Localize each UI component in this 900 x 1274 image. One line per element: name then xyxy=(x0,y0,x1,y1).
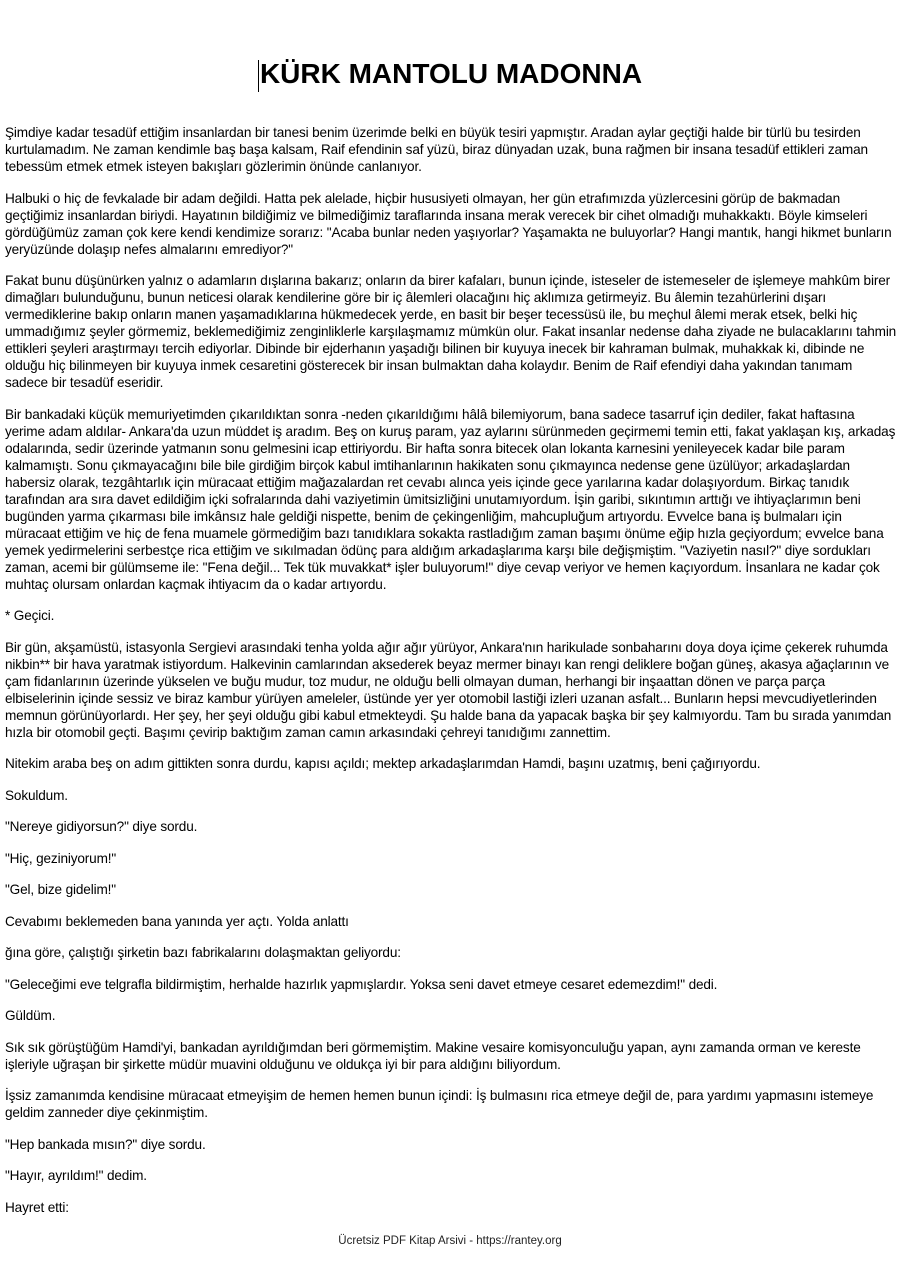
title-wrapper xyxy=(0,58,900,90)
footnote: * Geçici. xyxy=(5,608,55,623)
text-cursor xyxy=(258,60,259,92)
paragraph: Bir bankadaki küçük memuriyetimden çıkarıldıktan sonra -neden çıkarıldığımı hâlâ bilemiyorum, bana sadece tasarruf için dediler, fakat haftasına yerime adam aldılar- Ankara'da uzun müddet iş aradım. Beş on kuruş param, yaz aylarını sürünmeden geçirmemi temin etti, fakat yaklaşan kış, arkadaş odalarında, sedir üzerinde yatmanın sonu gelmesini icap ettiriyordu. Bir hafta sonra bitecek olan lokanta karnesini yenileyecek kadar bile param kalmamıştı. Sonu çıkmayacağını bile bile girdiğim birçok kabul imtihanlarının hakikaten sonu çıkmayınca nedense gene üzülüyor; arkadaşlardan habersiz olarak, tezgâhtarlık için müracaat ettiğim mağazalardan ret cevabı alınca yeis içinde gece yarılarına kadar dolaşıyordum. Birkaç tanıdık tarafından ara sıra davet edildiğim içki sofralarında dahi vaziyetimin ümitsizliğini unutamıyordum. İşin garibi, sıkıntımın arttığı ve ihtiyaçlarımın beni bugünden yarma çıkarması bile imkânsız hale geldiği nispette, benim de çekingenliğim, mahcupluğum artıyordu. Evvelce bana iş bulmaları için müracaat ettiğim ve hiç de fena muamele görmediğim bazı tanıdıklara sokakta rastladığım zaman başımı önüme eğip hızla geçiyordum; evvelce bana yemek yedirmelerini serbestçe rica ettiğim ve sıkılmadan ödünç para aldığım arkadaşlarıma karşı bile değişmiştim. "Vaziyetin nasıl?" diye sordukları zaman, acemi bir gülümseme ile: "Fena değil... Tek tük muvakkat* işler buluyorum!" diye cevap veriyor ve hemen kaçıyordum. İnsanlara ne kadar çok muhtaç olursam onlardan kaçmak ihtiyacım da o kadar artıyordu. xyxy=(5,406,896,592)
document-body xyxy=(5,124,898,1230)
paragraph: Halbuki o hiç de fevkalade bir adam değildi. Hatta pek alelade, hiçbir hususiyeti olmayan, her gün etrafımızda yüzlercesini görüp de bakmadan geçtiğimiz insanlardan biriydi. Hayatının bildiğimiz ve bilmediğimiz taraflarında insana merak verecek bir cihet olmadığı muhakkaktı. Böyle kimseleri gördüğümüz zaman çok kere kendi kendimize sorarız: "Acaba bunlar neden yaşıyorlar? Yaşamakta ne buluyorlar? Hangi mantık, hangi hikmet bunların yeryüzünde dolaşıp nefes almalarını emrediyor?" xyxy=(5,190,892,257)
paragraph: İşsiz zamanımda kendisine müracaat etmeyişim de hemen hemen bunun içindi: İş bulmasını rica etmeye değil de, para yardımı yapmasını istemeye geldim zanneder diye çekinmiştim. xyxy=(5,1088,874,1120)
paragraph: Sık sık görüştüğüm Hamdi'yi, bankadan ayrıldığımdan beri görmemiştim. Makine vesaire komisyonculuğu yapan, aynı zamanda orman ve kereste işleriyle uğraşan bir şirkette müdür muavini olduğunu ve oldukça iyi bir para aldığını biliyordum. xyxy=(5,1039,861,1072)
page-footer: Ücretsiz PDF Kitap Arsivi - https://rantey.org xyxy=(338,1235,562,1247)
paragraph: Nitekim araba beş on adım gittikten sonra durdu, kapısı açıldı; mektep arkadaşlarımdan Hamdi, başını uzatmış, beni çağırıyordu. xyxy=(5,756,761,771)
document-title-text: KÜRK MANTOLU MADONNA xyxy=(259,58,643,89)
paragraph: "Nereye gidiyorsun?" diye sordu. xyxy=(5,819,198,834)
paragraph: Güldüm. xyxy=(5,1008,56,1023)
document-title xyxy=(258,58,642,90)
paragraph: Hayret etti: xyxy=(5,1199,69,1215)
paragraph: "Gel, bize gidelim!" xyxy=(5,882,116,897)
paragraph: "Geleceğimi eve telgrafla bildirmiştim, herhalde hazırlık yapmışlardır. Yoksa seni davet etmeye cesaret edemezdim!" dedi. xyxy=(5,976,718,992)
paragraph: "Hiç, geziniyorum!" xyxy=(5,850,117,866)
paragraph: "Hep bankada mısın?" diye sordu. xyxy=(5,1136,206,1152)
paragraph: Sokuldum. xyxy=(5,787,68,803)
paragraph: Cevabımı beklemeden bana yanında yer açtı. Yolda anlattı xyxy=(5,913,349,929)
paragraph: ğına göre, çalıştığı şirketin bazı fabrikalarını dolaşmaktan geliyordu: xyxy=(5,945,401,960)
paragraph: Bir gün, akşamüstü, istasyonla Sergievi arasındaki tenha yolda ağır ağır yürüyor, Ankara'nın harikulade sonbaharını doya doya içime çekerek ruhumda nikbin** bir hava yaratmak istiyordum. Halkevinin camlarından aksederek beyaz mermer binayı kan rengi deliklere boğan güneş, akasya ağaçlarının ve çam fidanlarının üzerinde yükselen ve buğu mudur, toz mudur, ne olduğu belli olmayan duman, herhangi bir inşaattan dönen ve parça parça elbiselerinin içinde sessiz ve biraz kambur yürüyen ameleler, üstünde yer yer otomobil lastiği izleri uzanan asfalt... Bunların hepsi mevcudiyetlerinden memnun görünüyorlardı. Her şey, her şeyi olduğu gibi kabul etmekteydi. Şu halde bana da yapacak başka bir şey kalmıyordu. Tam bu sırada yanımdan hızla bir otomobil geçti. Başımı çevirip baktığım zaman camın arkasındaki çehreyi tanıdığımı zannettim. xyxy=(5,639,892,740)
paragraph: "Hayır, ayrıldım!" dedim. xyxy=(5,1168,147,1183)
paragraph: Şimdiye kadar tesadüf ettiğim insanlardan bir tanesi benim üzerimde belki en büyük tesiri yapmıştır. Aradan aylar geçtiği halde bir türlü bu tesirden kurtulamadım. Ne zaman kendimle baş başa kalsam, Raif efendinin saf yüzü, biraz dünyadan uzak, buna rağmen bir insana tesadüf ettikleri zaman tebessüm etmek etmek isteyen bakışları gözlerimin önünde canlanıyor. xyxy=(5,125,868,174)
paragraph: Fakat bunu düşünürken yalnız o adamların dışlarına bakarız; onların da birer kafaları, bunun içinde, isteseler de istemeseler de işlemeye mahkûm birer dimağları bulunduğunu, bunun neticesi olarak kendilerine göre bir iç âlemleri olacağını hiç aklımıza getirmeyiz. Bu âlemin tezahürlerini dışarı vermediklerine bakıp onların manen yaşamadıklarına hükmedecek yerde, en basit bir beşer tecessüsü ile, bu meçhul âlemi merak etsek, belki hiç ummadığımız şeyler görmemiz, beklemediğimiz zenginliklerle karşılaşmamız mümkün olur. Fakat insanlar nedense daha ziyade ne bulacaklarını tahmin ettikleri şeyleri araştırmayı tercih ediyorlar. Dibinde bir ejderhanın yaşadığı bilinen bir kuyuya inecek bir kahraman bulmak, muhakkak ki, dibinde ne olduğu hiç bilinmeyen bir kuyuya inmek cesaretini gösterecek bir insan bulmaktan daha kolaydır. Benim de Raif efendiyi daha yakından tanımam sadece bir tesadüf eseridir. xyxy=(5,273,897,390)
